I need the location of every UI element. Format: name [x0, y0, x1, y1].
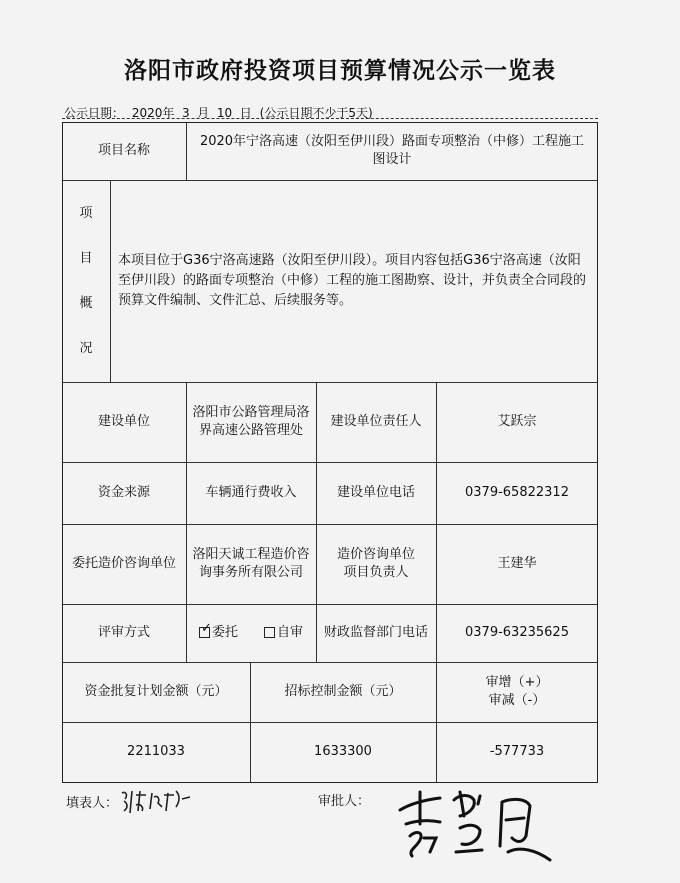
approver-label: 审批人：	[318, 794, 371, 809]
filler-label: 填表人：	[66, 796, 119, 811]
bid-control-label: 招标控制金额（元）	[284, 683, 402, 699]
overview-text: 本项目位于G36宁洛高速路（汝阳至伊川段）。项目内容包括G36宁洛高速（汝阳至伊川段）的路面专项整治（中修）工程的施工图勘察、设计，并负责全合同段的预算文件编制、文件汇总、后续服务等。	[118, 252, 587, 309]
col-divider	[186, 122, 187, 180]
builder-label: 建设单位	[97, 413, 150, 429]
consult-unit-label: 委托造价咨询单位	[71, 555, 176, 571]
builder-person-label: 建设单位责任人	[330, 413, 422, 429]
fund-source-value: 车辆通行费收入	[205, 484, 297, 500]
review-options	[186, 604, 316, 662]
diff-label	[436, 662, 598, 722]
checkbox-empty-icon	[264, 627, 275, 638]
checkbox-checked-icon: ✓	[200, 620, 212, 636]
builder-phone-label: 建设单位电话	[336, 484, 415, 500]
builder-person-value: 艾跃宗	[497, 413, 537, 429]
builder-value: 洛阳市公路管理局洛界高速公路管理处	[192, 404, 310, 438]
review-option-entrust[interactable]	[199, 620, 238, 642]
approved-amount-value: 2211033	[127, 744, 185, 760]
bid-control-value: 1633300	[314, 744, 372, 760]
approved-amount-label: 资金批复计划金额（元）	[84, 683, 228, 699]
approver-signature	[390, 780, 560, 870]
overview-label-char: 况	[79, 341, 93, 356]
review-option-self[interactable]	[264, 624, 303, 642]
diff-value: -577733	[489, 744, 545, 760]
builder-phone-value: 0379-65822312	[465, 484, 569, 500]
fund-source-label: 资金来源	[97, 484, 150, 500]
diff-label-decrease: 审减（-）	[488, 693, 546, 708]
review-option-entrust-label: 委托	[211, 624, 238, 640]
finance-phone-label: 财政监督部门电话	[323, 624, 428, 640]
overview-label-char: 概	[79, 296, 93, 311]
page-title: 洛阳市政府投资项目预算情况公示一览表	[124, 58, 556, 84]
overview-label-char: 项	[79, 206, 93, 221]
review-label: 评审方式	[97, 624, 150, 640]
publish-date-underline	[62, 118, 598, 119]
project-name-value: 2020年宁洛高速（汝阳至伊川段）路面专项整治（中修）工程施工图设计	[199, 133, 585, 167]
diff-label-increase: 审增（+）	[485, 674, 549, 690]
filler-signature	[118, 785, 198, 817]
overview-label-char: 目	[79, 251, 93, 266]
finance-phone-value: 0379-63235625	[465, 624, 569, 640]
project-name-label: 项目名称	[97, 142, 150, 158]
review-option-self-label: 自审	[276, 624, 303, 640]
consult-unit-value: 洛阳天诚工程造价咨询事务所有限公司	[192, 546, 310, 580]
consult-person-value: 王建华	[497, 555, 537, 571]
publish-date-label: 公示日期：	[64, 106, 125, 120]
publish-date-note: (公示日期不少于5天)	[259, 106, 373, 120]
overview-label	[62, 180, 110, 382]
publish-date-value: 2020年 3 月 10 日	[131, 106, 252, 120]
consult-person-label: 造价咨询单位项目负责人	[336, 546, 415, 580]
